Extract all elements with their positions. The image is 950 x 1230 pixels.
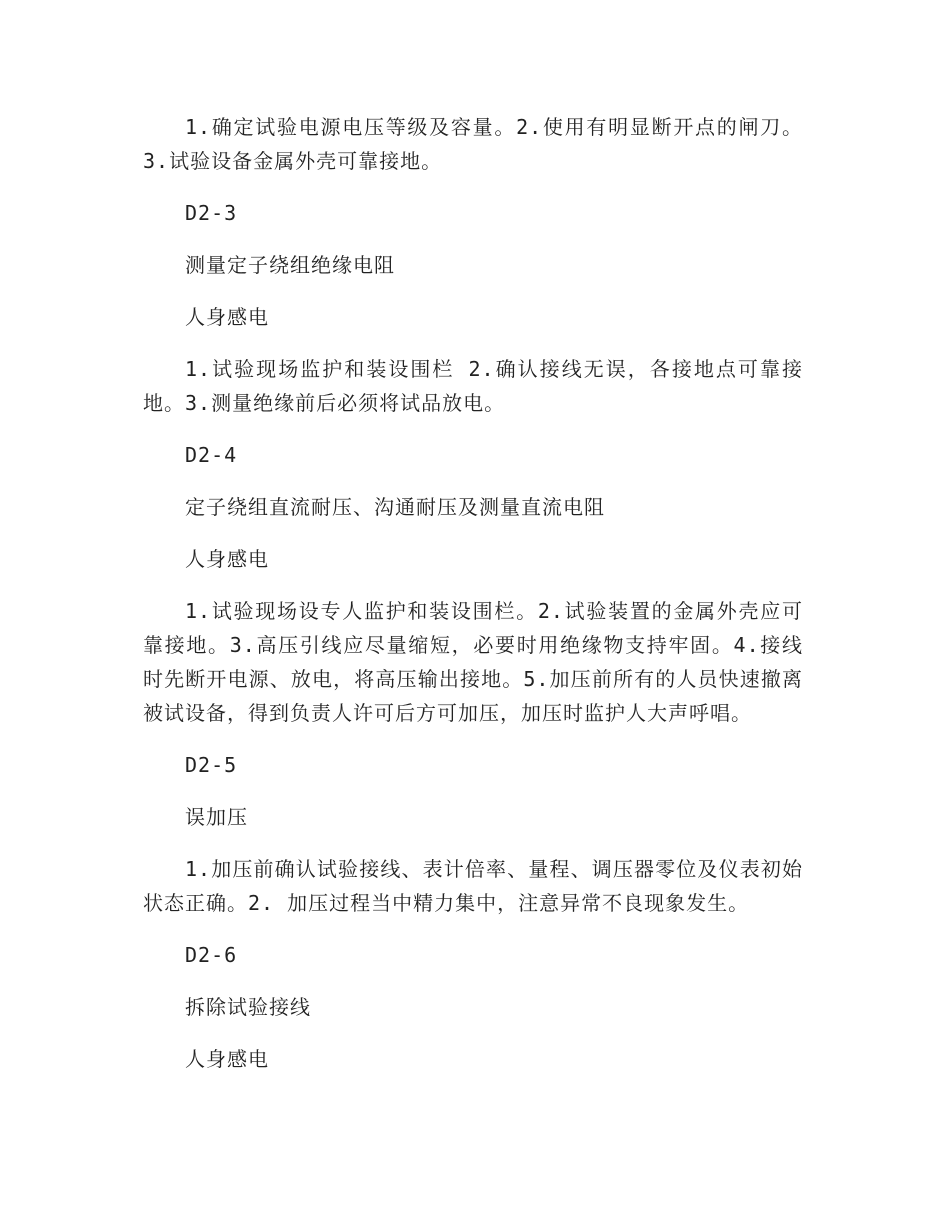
hazard-electric-shock: 人身感电 [185,305,269,329]
item-code-d2-6: D2-6 [185,943,238,967]
item-code-d2-4: D2-4 [185,443,238,467]
task-name-withstand-voltage: 定子绕组直流耐压、沟通耐压及测量直流电阻 [185,495,605,519]
paragraph-safety-measures-withstand: 1.试验现场设专人监护和装设围栏。2.试验装置的金属外壳应可靠接地。3.高压引线应尽量缩短，必要时用绝缘物支持牢固。4.接线时先断开电源、放电，将高压输出接地。5.加压前所有的人员快速撤离被试设备，得到负责人许可后方可加压，加压时监护人大声呼唱。 [143,599,803,725]
paragraph-safety-measures-voltage: 1.加压前确认试验接线、表计倍率、量程、调压器零位及仪表初始状态正确。2. 加压过程当中精力集中，注意异常不良现象发生。 [143,857,803,915]
item-code-d2-3: D2-3 [185,201,238,225]
hazard-electric-shock: 人身感电 [185,547,269,571]
paragraph-safety-measures-power: 1.确定试验电源电压等级及容量。2.使用有明显断开点的闸刀。3.试验设备金属外壳可靠接地。 [143,115,803,173]
item-code-d2-5: D2-5 [185,753,238,777]
document-body [143,110,803,1094]
task-name-remove-wiring: 拆除试验接线 [185,995,311,1019]
hazard-electric-shock: 人身感电 [185,1047,269,1071]
hazard-mistaken-voltage: 误加压 [185,805,248,829]
paragraph-safety-measures-insulation: 1.试验现场监护和装设围栏 2.确认接线无误，各接地点可靠接地。3.测量绝缘前后必须将试品放电。 [143,357,803,415]
task-name-insulation-resistance: 测量定子绕组绝缘电阻 [185,253,395,277]
